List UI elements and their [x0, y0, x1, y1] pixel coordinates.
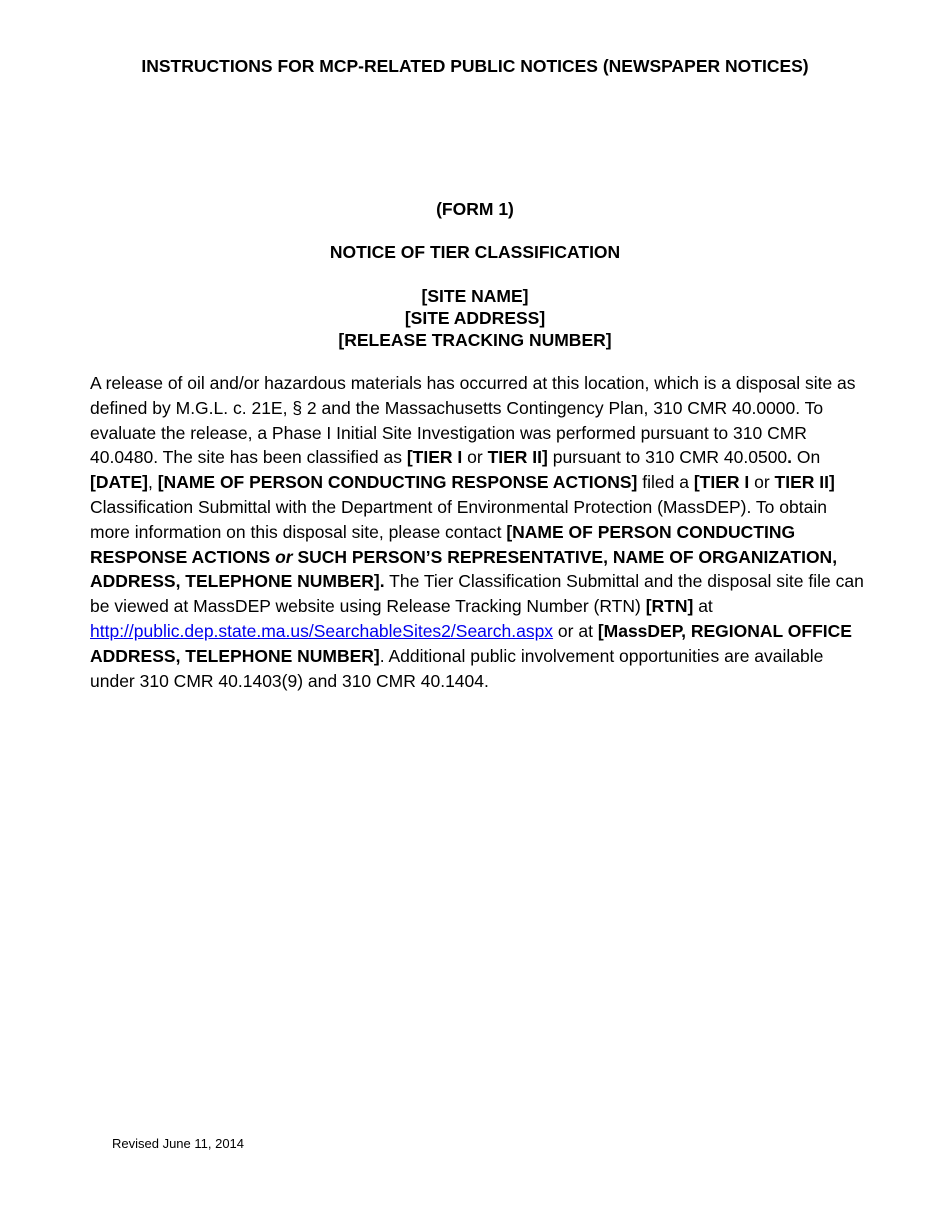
searchable-sites-link[interactable]: http://public.dep.state.ma.us/SearchableSites2/Search.aspx: [90, 620, 554, 641]
body-text-segment: . Additional public involvement opportunities are available under 310 CMR 40.1403(9) and 310 CMR 40.1404.: [90, 645, 824, 691]
responsible-person-placeholder: [NAME OF PERSON CONDUCTING RESPONSE ACTIONS]: [157, 472, 638, 493]
revision-date: Revised June 11, 2014: [112, 1136, 245, 1151]
body-text-segment: or: [749, 472, 775, 493]
site-name-placeholder: [SITE NAME]: [421, 286, 529, 306]
notice-title: NOTICE OF TIER CLASSIFICATION: [329, 242, 621, 262]
tier-placeholder: [TIER I: [693, 472, 750, 493]
page-title: INSTRUCTIONS FOR MCP-RELATED PUBLIC NOTICES (NEWSPAPER NOTICES): [141, 56, 809, 76]
bold-period: .: [787, 447, 793, 468]
tier-placeholder: [TIER I: [406, 447, 463, 468]
tier-placeholder: TIER II]: [487, 447, 548, 468]
notice-body: [90, 371, 865, 693]
contact-placeholder-italic: or: [275, 546, 293, 567]
body-text-segment: pursuant to 310 CMR 40.0500: [547, 447, 788, 468]
body-text-segment: or: [462, 447, 488, 468]
form-number: (FORM 1): [436, 199, 514, 219]
rtn-placeholder: [RTN]: [645, 596, 694, 617]
regional-office-placeholder: [MassDEP, REGIONAL OFFICE ADDRESS, TELEPHONE NUMBER]: [90, 620, 852, 666]
body-text-segment: Classification Submittal with the Department of Environmental Protection (MassDEP). To obtain more information on this disposal site, please contact: [90, 496, 827, 542]
contact-placeholder: SUCH PERSON’S REPRESENTATIVE, NAME OF ORGANIZATION, ADDRESS, TELEPHONE NUMBER].: [90, 546, 838, 592]
release-tracking-number-placeholder: [RELEASE TRACKING NUMBER]: [338, 330, 612, 350]
body-text-segment: filed a: [637, 472, 694, 493]
site-info-block: [0, 285, 950, 351]
body-text-segment: or at: [553, 620, 598, 641]
contact-placeholder: [NAME OF PERSON CONDUCTING RESPONSE ACTIONS: [90, 521, 796, 567]
body-text-segment: On: [792, 447, 821, 468]
tier-placeholder: TIER II]: [774, 472, 835, 493]
date-placeholder: [DATE]: [90, 472, 148, 493]
body-text-segment: at: [693, 596, 713, 617]
site-address-placeholder: [SITE ADDRESS]: [404, 308, 546, 328]
body-text-segment: ,: [148, 472, 158, 493]
body-text-segment: The Tier Classification Submittal and the disposal site file can be viewed at MassDEP website using Release Tracking Number (RTN): [90, 571, 864, 617]
body-text-segment: A release of oil and/or hazardous materials has occurred at this location, which is a disposal site as defined by M.G.L. c. 21E, § 2 and the Massachusetts Contingency Plan, 310 CMR 40.0000. To evaluate the release, a Phase I Initial Site Investigation was performed pursuant to 310 CMR 40.0480. The site has been classified as: [90, 373, 856, 468]
